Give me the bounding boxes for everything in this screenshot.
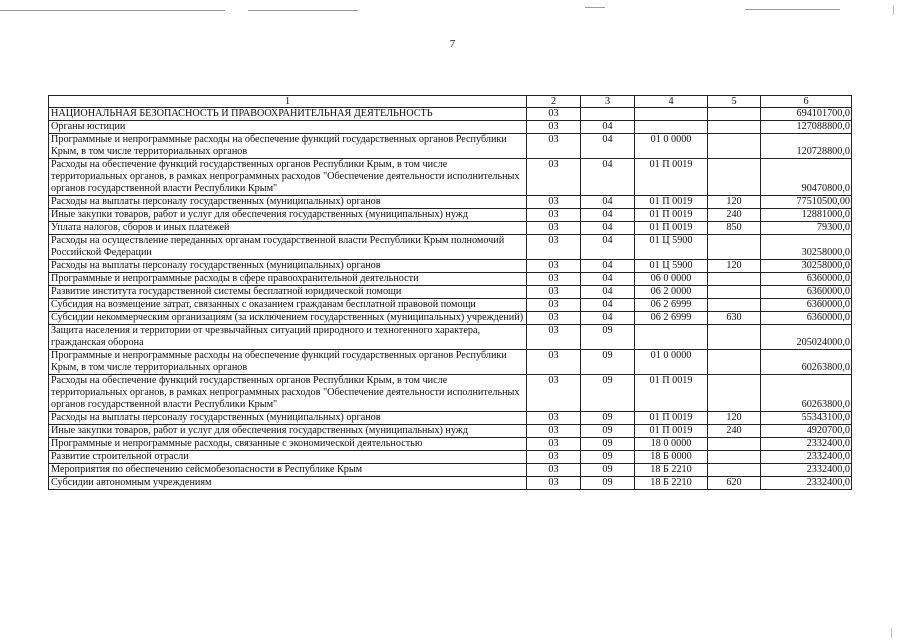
section-code-cell: 03	[527, 425, 581, 438]
table-row	[49, 121, 852, 134]
subsection-code-cell: 09	[581, 325, 635, 350]
expense-type-code-cell	[708, 108, 761, 121]
subsection-code-cell: 04	[581, 299, 635, 312]
header-cell: 6	[761, 96, 852, 108]
expense-type-code-cell: 240	[708, 425, 761, 438]
table-row	[49, 350, 852, 375]
item-name-cell: Программные и непрограммные расходы в сфере правоохранительной деятельности	[49, 273, 527, 286]
expense-type-code-cell: 120	[708, 412, 761, 425]
subsection-code-cell: 04	[581, 286, 635, 299]
item-name-cell: Развитие института государственной системы бесплатной юридической помощи	[49, 286, 527, 299]
target-article-code-cell: 01 Ц 5900	[635, 235, 708, 260]
amount-cell: 120728800,0	[761, 134, 852, 159]
target-article-code-cell: 01 П 0019	[635, 196, 708, 209]
target-article-code-cell: 01 П 0019	[635, 222, 708, 235]
section-code-cell: 03	[527, 412, 581, 425]
section-code-cell: 03	[527, 477, 581, 490]
target-article-code-cell	[635, 121, 708, 134]
subsection-code-cell: 09	[581, 477, 635, 490]
amount-cell: 79300,0	[761, 222, 852, 235]
target-article-code-cell	[635, 108, 708, 121]
table-row	[49, 134, 852, 159]
target-article-code-cell: 06 0 0000	[635, 273, 708, 286]
item-name-cell: Расходы на обеспечение функций государственных органов Республики Крым, в том числе территориальных органов, в рамках непрограммных расходов "Обеспечение деятельности исполнительных органов государственной власти Республики Крым"	[49, 375, 527, 412]
subsection-code-cell: 09	[581, 375, 635, 412]
target-article-code-cell	[635, 325, 708, 350]
item-name-cell: Мероприятия по обеспечению сейсмобезопасности в Республике Крым	[49, 464, 527, 477]
header-cell: 5	[708, 96, 761, 108]
header-cell: 4	[635, 96, 708, 108]
expense-type-code-cell	[708, 134, 761, 159]
amount-cell: 2332400,0	[761, 451, 852, 464]
target-article-code-cell: 18 0 0000	[635, 438, 708, 451]
subsection-code-cell: 04	[581, 273, 635, 286]
scan-artifact-mark	[891, 628, 892, 638]
target-article-code-cell: 01 П 0019	[635, 412, 708, 425]
amount-cell: 2332400,0	[761, 438, 852, 451]
target-article-code-cell: 01 П 0019	[635, 159, 708, 196]
item-name-cell: Субсидии некоммерческим организациям (за исключением государственных (муниципальных) учреждений)	[49, 312, 527, 325]
table-row	[49, 108, 852, 121]
amount-cell: 77510500,00	[761, 196, 852, 209]
section-code-cell: 03	[527, 196, 581, 209]
table-row	[49, 438, 852, 451]
amount-cell: 30258000,0	[761, 260, 852, 273]
subsection-code-cell: 04	[581, 159, 635, 196]
scan-artifact-mark	[893, 5, 894, 15]
section-code-cell: 03	[527, 286, 581, 299]
item-name-cell: Развитие строительной отрасли	[49, 451, 527, 464]
section-code-cell: 03	[527, 235, 581, 260]
target-article-code-cell: 01 0 0000	[635, 134, 708, 159]
subsection-code-cell	[581, 108, 635, 121]
expense-type-code-cell	[708, 159, 761, 196]
expense-type-code-cell	[708, 286, 761, 299]
subsection-code-cell: 09	[581, 438, 635, 451]
item-name-cell: Программные и непрограммные расходы на обеспечение функций государственных органов Республики Крым, в том числе территориальных органов	[49, 350, 527, 375]
expense-type-code-cell	[708, 451, 761, 464]
amount-cell: 6360000,0	[761, 312, 852, 325]
amount-cell: 30258000,0	[761, 235, 852, 260]
amount-cell: 12881000,0	[761, 209, 852, 222]
table-row	[49, 464, 852, 477]
amount-cell: 6360000,0	[761, 273, 852, 286]
expense-type-code-cell: 120	[708, 260, 761, 273]
item-name-cell: НАЦИОНАЛЬНАЯ БЕЗОПАСНОСТЬ И ПРАВООХРАНИТЕЛЬНАЯ ДЕЯТЕЛЬНОСТЬ	[49, 108, 527, 121]
table-row	[49, 209, 852, 222]
expense-type-code-cell: 850	[708, 222, 761, 235]
amount-cell: 127088800,0	[761, 121, 852, 134]
expense-type-code-cell	[708, 325, 761, 350]
target-article-code-cell: 01 П 0019	[635, 375, 708, 412]
table-row	[49, 286, 852, 299]
item-name-cell: Расходы на выплаты персоналу государственных (муниципальных) органов	[49, 196, 527, 209]
expense-type-code-cell	[708, 235, 761, 260]
table-row	[49, 299, 852, 312]
subsection-code-cell: 04	[581, 134, 635, 159]
scan-artifact-line	[585, 7, 605, 8]
target-article-code-cell: 18 Б 0000	[635, 451, 708, 464]
item-name-cell: Расходы на осуществление переданных органам государственной власти Республики Крым полномочий Российской Федерации	[49, 235, 527, 260]
amount-cell: 55343100,0	[761, 412, 852, 425]
subsection-code-cell: 04	[581, 312, 635, 325]
amount-cell: 205024000,0	[761, 325, 852, 350]
amount-cell: 694101700,0	[761, 108, 852, 121]
target-article-code-cell: 06 2 6999	[635, 312, 708, 325]
expense-type-code-cell	[708, 438, 761, 451]
item-name-cell: Расходы на выплаты персоналу государственных (муниципальных) органов	[49, 260, 527, 273]
item-name-cell: Расходы на обеспечение функций государственных органов Республики Крым, в том числе территориальных органов, в рамках непрограммных расходов "Обеспечение деятельности исполнительных органов государственной власти Республики Крым"	[49, 159, 527, 196]
target-article-code-cell: 01 П 0019	[635, 425, 708, 438]
table-row	[49, 273, 852, 286]
item-name-cell: Субсидии автономным учреждениям	[49, 477, 527, 490]
scan-artifact-line	[0, 10, 225, 11]
expense-type-code-cell: 630	[708, 312, 761, 325]
target-article-code-cell: 18 Б 2210	[635, 477, 708, 490]
header-cell: 1	[49, 96, 527, 108]
item-name-cell: Органы юстиции	[49, 121, 527, 134]
header-row	[49, 96, 852, 108]
subsection-code-cell: 04	[581, 121, 635, 134]
target-article-code-cell: 01 П 0019	[635, 209, 708, 222]
expense-type-code-cell	[708, 299, 761, 312]
item-name-cell: Иные закупки товаров, работ и услуг для обеспечения государственных (муниципальных) нужд	[49, 209, 527, 222]
amount-cell: 90470800,0	[761, 159, 852, 196]
item-name-cell: Субсидия на возмещение затрат, связанных с оказанием гражданам бесплатной правовой помощи	[49, 299, 527, 312]
section-code-cell: 03	[527, 350, 581, 375]
table-row	[49, 260, 852, 273]
budget-table	[48, 95, 852, 490]
header-cell: 3	[581, 96, 635, 108]
amount-cell: 60263800,0	[761, 375, 852, 412]
amount-cell: 60263800,0	[761, 350, 852, 375]
subsection-code-cell: 04	[581, 260, 635, 273]
section-code-cell: 03	[527, 273, 581, 286]
section-code-cell: 03	[527, 451, 581, 464]
section-code-cell: 03	[527, 438, 581, 451]
item-name-cell: Расходы на выплаты персоналу государственных (муниципальных) органов	[49, 412, 527, 425]
expense-type-code-cell	[708, 375, 761, 412]
expense-type-code-cell	[708, 464, 761, 477]
subsection-code-cell: 09	[581, 350, 635, 375]
expense-type-code-cell	[708, 350, 761, 375]
item-name-cell: Иные закупки товаров, работ и услуг для обеспечения государственных (муниципальных) нужд	[49, 425, 527, 438]
expense-type-code-cell: 120	[708, 196, 761, 209]
section-code-cell: 03	[527, 134, 581, 159]
subsection-code-cell: 09	[581, 451, 635, 464]
item-name-cell: Программные и непрограммные расходы на обеспечение функций государственных органов Республики Крым, в том числе территориальных органов	[49, 134, 527, 159]
target-article-code-cell: 01 Ц 5900	[635, 260, 708, 273]
target-article-code-cell: 01 0 0000	[635, 350, 708, 375]
subsection-code-cell: 04	[581, 196, 635, 209]
item-name-cell: Защита населения и территории от чрезвычайных ситуаций природного и техногенного характера, гражданская оборона	[49, 325, 527, 350]
amount-cell: 6360000,0	[761, 286, 852, 299]
amount-cell: 2332400,0	[761, 464, 852, 477]
item-name-cell: Уплата налогов, сборов и иных платежей	[49, 222, 527, 235]
table-row	[49, 477, 852, 490]
table-row	[49, 235, 852, 260]
expense-type-code-cell	[708, 121, 761, 134]
section-code-cell: 03	[527, 312, 581, 325]
target-article-code-cell: 06 2 0000	[635, 286, 708, 299]
subsection-code-cell: 09	[581, 425, 635, 438]
target-article-code-cell: 18 Б 2210	[635, 464, 708, 477]
amount-cell: 6360000,0	[761, 299, 852, 312]
table-row	[49, 325, 852, 350]
table-row	[49, 412, 852, 425]
table-row	[49, 451, 852, 464]
item-name-cell: Программные и непрограммные расходы, связанные с экономической деятельностью	[49, 438, 527, 451]
section-code-cell: 03	[527, 121, 581, 134]
amount-cell: 4920700,0	[761, 425, 852, 438]
subsection-code-cell: 09	[581, 412, 635, 425]
target-article-code-cell: 06 2 6999	[635, 299, 708, 312]
subsection-code-cell: 04	[581, 235, 635, 260]
section-code-cell: 03	[527, 108, 581, 121]
subsection-code-cell: 04	[581, 209, 635, 222]
section-code-cell: 03	[527, 222, 581, 235]
table-row	[49, 196, 852, 209]
section-code-cell: 03	[527, 464, 581, 477]
section-code-cell: 03	[527, 299, 581, 312]
table-row	[49, 375, 852, 412]
amount-cell: 2332400,0	[761, 477, 852, 490]
section-code-cell: 03	[527, 159, 581, 196]
subsection-code-cell: 09	[581, 464, 635, 477]
scan-artifact-line	[248, 10, 358, 11]
section-code-cell: 03	[527, 209, 581, 222]
expense-type-code-cell: 620	[708, 477, 761, 490]
page-number: 7	[449, 38, 456, 50]
subsection-code-cell: 04	[581, 222, 635, 235]
header-cell: 2	[527, 96, 581, 108]
scan-artifact-line	[745, 9, 840, 10]
expense-type-code-cell	[708, 273, 761, 286]
table-row	[49, 425, 852, 438]
table-row	[49, 312, 852, 325]
section-code-cell: 03	[527, 375, 581, 412]
expense-type-code-cell: 240	[708, 209, 761, 222]
section-code-cell: 03	[527, 325, 581, 350]
table-row	[49, 222, 852, 235]
table-row	[49, 159, 852, 196]
section-code-cell: 03	[527, 260, 581, 273]
